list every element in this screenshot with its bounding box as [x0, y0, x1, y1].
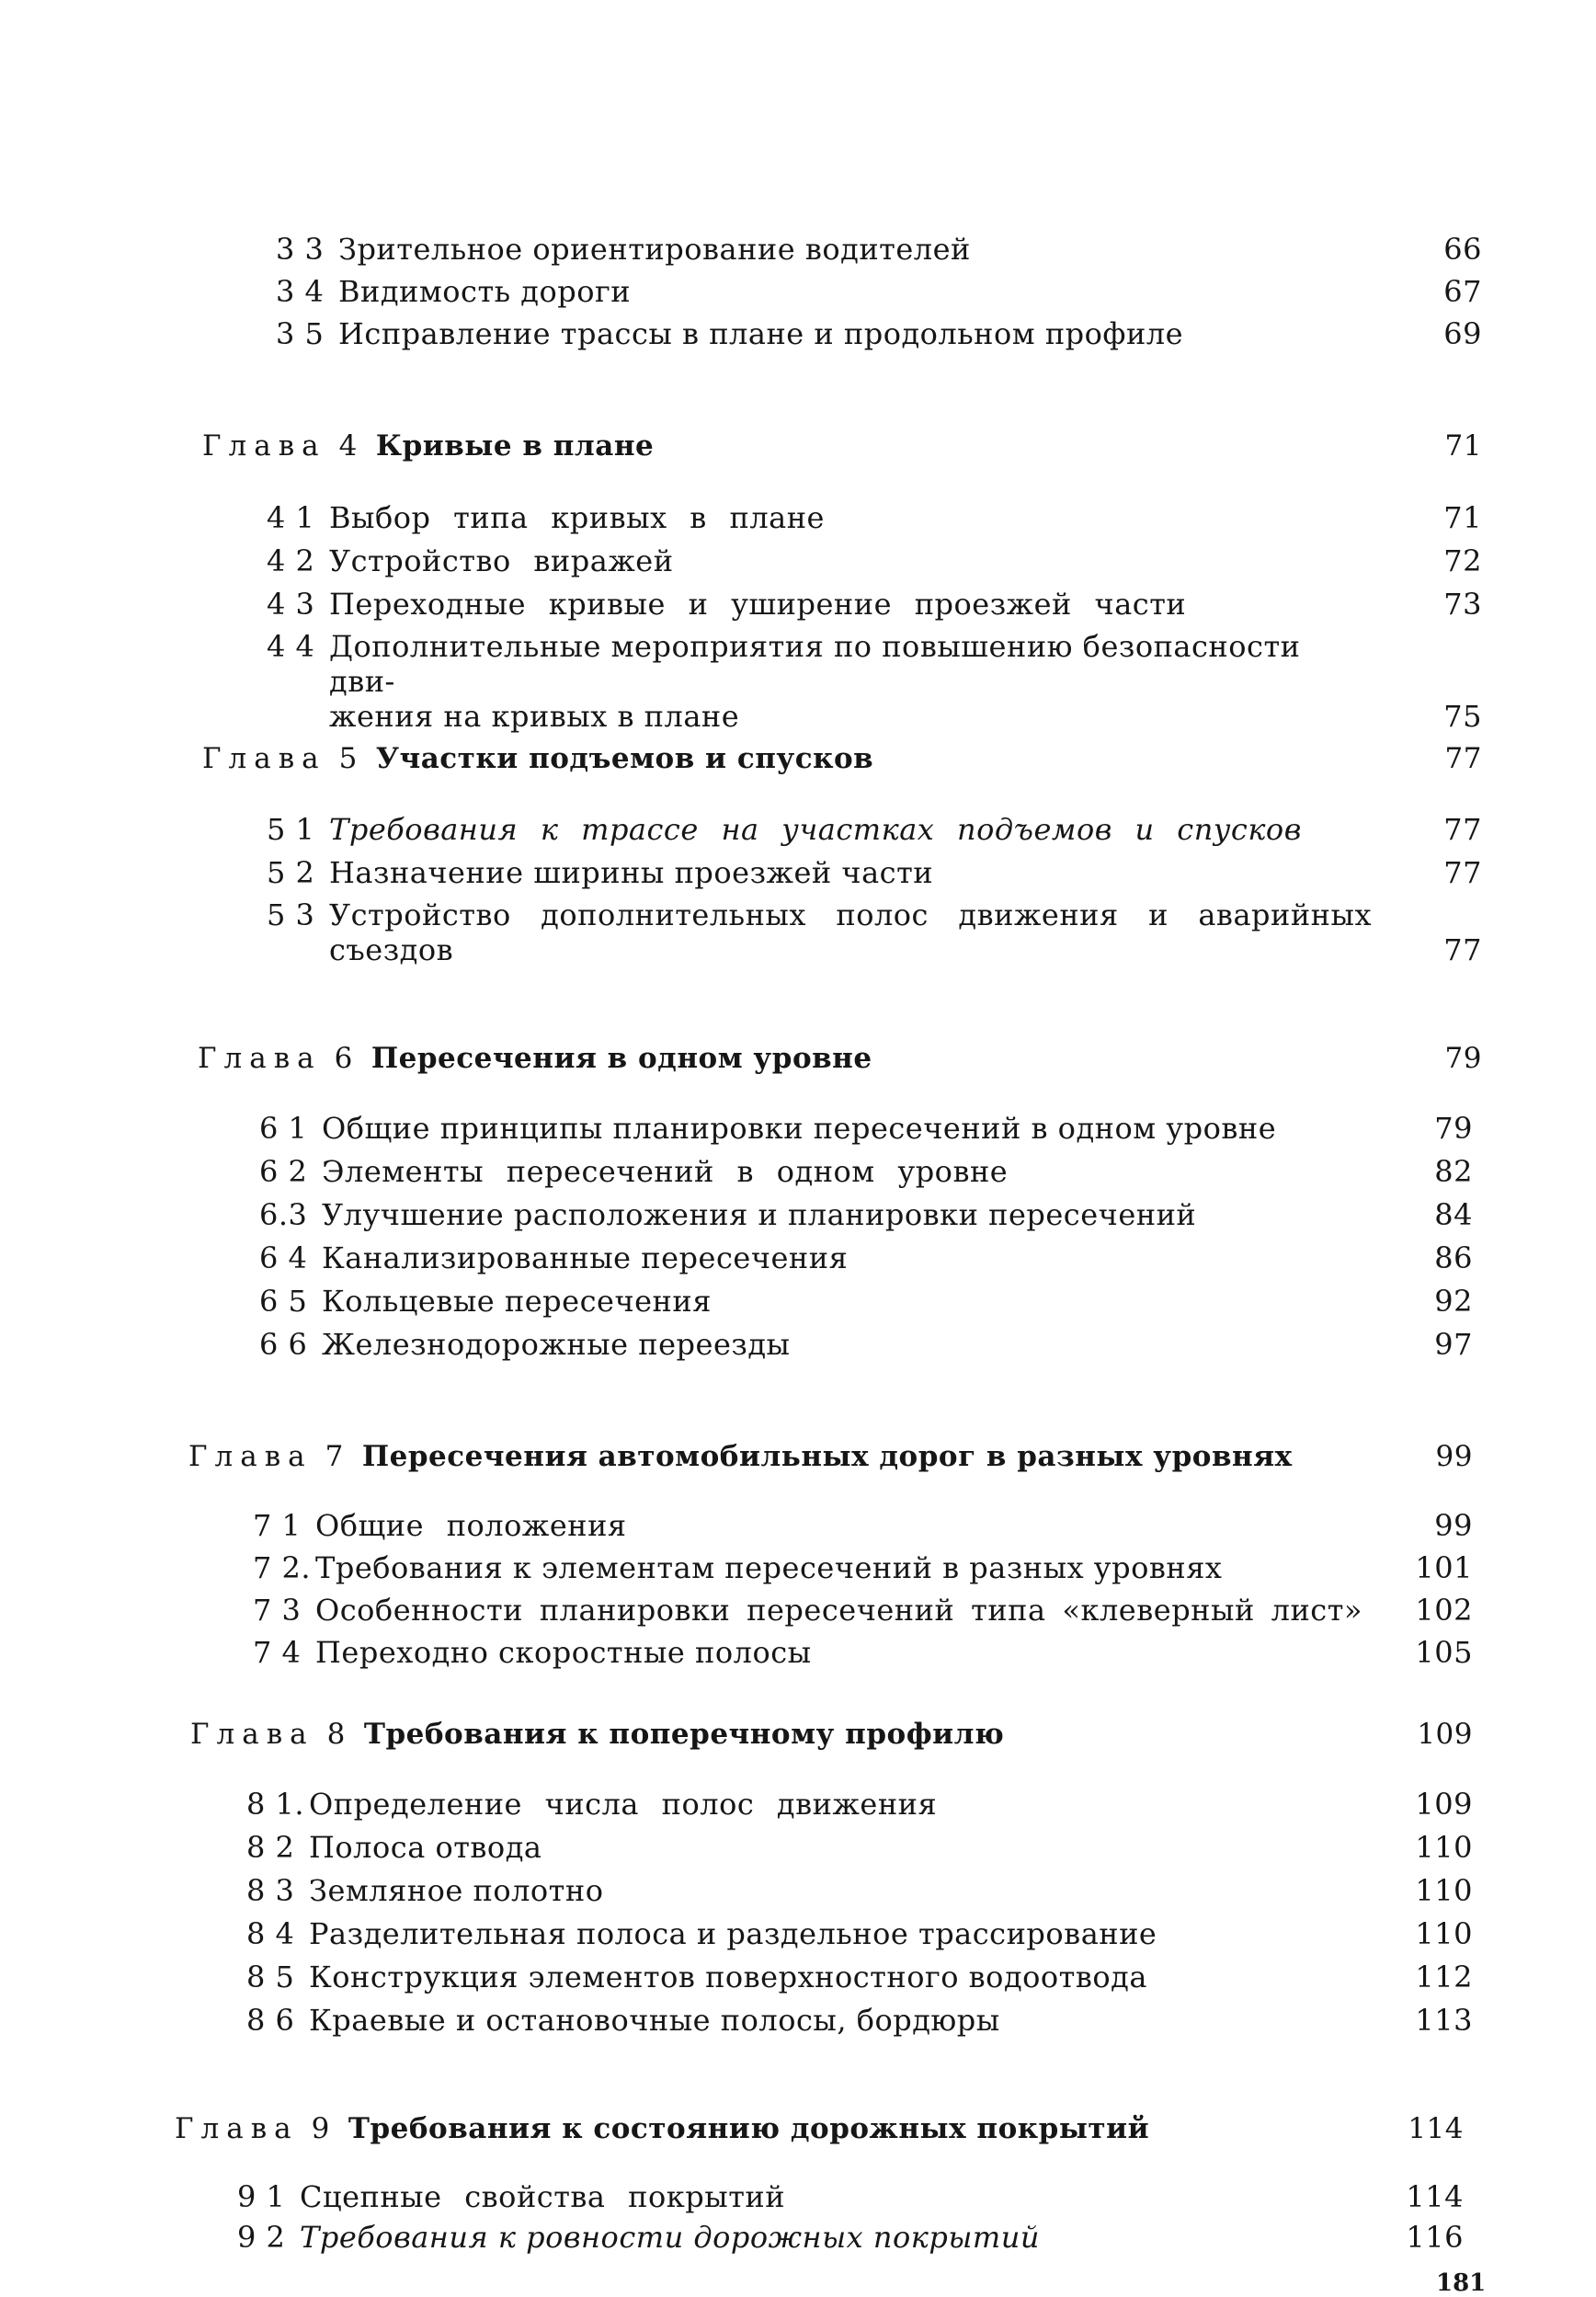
- chapter-page: 77: [1444, 742, 1482, 775]
- chapter-heading: [202, 741, 1482, 776]
- entry-title: Улучшение расположения и планировки пересечений: [322, 1197, 1197, 1232]
- toc-entry: [276, 232, 1482, 267]
- toc-entry: [259, 1284, 1473, 1319]
- entry-number: 5 3: [267, 897, 315, 932]
- entry-page: 97: [1434, 1327, 1473, 1362]
- chapter-number: 9: [311, 2112, 330, 2145]
- page-number: 181: [1436, 2269, 1487, 2297]
- entry-page: 114: [1406, 2179, 1464, 2214]
- toc-entry: [246, 1873, 1473, 1908]
- chapter-page: 71: [1444, 429, 1482, 463]
- entry-page: 110: [1415, 1873, 1473, 1908]
- entry-title: Устройство дополнительных полос движения и аварийных съездов: [329, 897, 1372, 967]
- toc-entry: [267, 855, 1482, 890]
- toc-entry: [253, 1635, 1473, 1670]
- toc-entry: [237, 2220, 1464, 2255]
- toc-entry: [259, 1154, 1473, 1189]
- entry-title: Устройство виражей: [329, 543, 674, 578]
- chapter-page: 114: [1408, 2112, 1464, 2145]
- entry-title: Выбор типа кривых в плане: [329, 500, 825, 535]
- chapter-title: [198, 1041, 1399, 1076]
- entry-title: Дополнительные мероприятия по повышению безопасности дви- жения на кривых в плане: [329, 629, 1301, 734]
- entry-page: 77: [1443, 812, 1482, 847]
- entry-page: 109: [1415, 1787, 1473, 1822]
- entry-page: 102: [1415, 1593, 1473, 1628]
- entry-number: 3 3: [276, 232, 325, 267]
- chapter-heading: [190, 1717, 1473, 1752]
- entry-number: 6.3: [259, 1197, 308, 1232]
- entry-number: 3 4: [276, 274, 325, 309]
- entry-page: 75: [1443, 699, 1482, 734]
- entry-title: Требования к ровности дорожных покрытий: [300, 2220, 1040, 2255]
- chapter-label: Глава: [198, 1042, 322, 1075]
- entry-number: 4 4: [267, 629, 315, 664]
- entry-number: 4 2: [267, 543, 315, 578]
- entry-title: Общие положения: [315, 1508, 627, 1543]
- entry-number: 6 6: [259, 1327, 308, 1362]
- entry-page: 84: [1434, 1197, 1473, 1232]
- toc-entry: [267, 587, 1482, 622]
- toc-entry: [259, 1111, 1473, 1146]
- toc-entry: [267, 629, 1482, 734]
- entry-number: 7 4: [253, 1635, 302, 1670]
- entry-title: Элементы пересечений в одном уровне: [322, 1154, 1009, 1189]
- entry-page: 77: [1443, 855, 1482, 890]
- entry-number: 7 2.: [253, 1550, 312, 1585]
- entry-number: 5 2: [267, 855, 315, 890]
- toc-entry: [259, 1197, 1473, 1232]
- chapter-name: Пересечения автомобильных дорог в разных уровнях: [361, 1440, 1293, 1473]
- chapter-title: [190, 1717, 1390, 1752]
- entry-number: 8 3: [246, 1873, 295, 1908]
- entry-number: 5 1: [267, 812, 315, 847]
- toc-entry: [246, 2003, 1473, 2038]
- entry-number: 6 4: [259, 1240, 308, 1275]
- chapter-label: Глава: [202, 742, 326, 775]
- entry-title: Полоса отвода: [309, 1830, 542, 1865]
- chapter-name: Кривые в плане: [375, 429, 655, 463]
- chapter-label: Глава: [202, 429, 326, 463]
- entry-number: 6 5: [259, 1284, 308, 1319]
- toc-entry: [246, 1787, 1473, 1822]
- entry-page: 77: [1443, 932, 1482, 967]
- toc-entry: [267, 543, 1482, 578]
- entry-page: 71: [1443, 500, 1482, 535]
- entry-number: 8 5: [246, 1960, 295, 1994]
- entry-title: Требования к элементам пересечений в разных уровнях: [315, 1550, 1223, 1585]
- entry-page: 73: [1443, 587, 1482, 622]
- chapter-label: Глава: [175, 2112, 299, 2145]
- entry-number: 6 2: [259, 1154, 308, 1189]
- entry-page: 66: [1443, 232, 1482, 267]
- entry-number: 3 5: [276, 316, 325, 351]
- entry-page: 67: [1443, 274, 1482, 309]
- entry-title: Назначение ширины проезжей части: [329, 855, 934, 890]
- entry-page: 105: [1415, 1635, 1473, 1670]
- toc-entry: [276, 316, 1482, 351]
- entry-page: 86: [1434, 1240, 1473, 1275]
- entry-page: 101: [1415, 1550, 1473, 1585]
- entry-title: Земляное полотно: [309, 1873, 604, 1908]
- entry-title: Краевые и остановочные полосы, бордюры: [309, 2003, 1000, 2038]
- chapter-page: 109: [1417, 1718, 1473, 1751]
- chapter-heading: [202, 429, 1482, 463]
- chapter-name: Пересечения в одном уровне: [370, 1042, 872, 1075]
- entry-page: 69: [1443, 316, 1482, 351]
- entry-title: Исправление трассы в плане и продольном профиле: [338, 316, 1184, 351]
- chapter-label: Глава: [188, 1440, 313, 1473]
- entry-title: Переходно скоростные полосы: [315, 1635, 812, 1670]
- chapter-page: 99: [1435, 1440, 1473, 1473]
- entry-number: 7 1: [253, 1508, 302, 1543]
- chapter-name: Участки подъемов и спусков: [375, 742, 874, 775]
- entry-page: 113: [1415, 2003, 1473, 2038]
- chapter-heading: [188, 1439, 1473, 1474]
- entry-number: 6 1: [259, 1111, 308, 1146]
- toc-entry: [246, 1830, 1473, 1865]
- toc-entry: [267, 500, 1482, 535]
- entry-page: 110: [1415, 1830, 1473, 1865]
- chapter-title: [188, 1439, 1390, 1474]
- entry-number: 9 2: [237, 2220, 286, 2255]
- entry-page: 72: [1443, 543, 1482, 578]
- entry-page: 110: [1415, 1916, 1473, 1951]
- toc-entry: [259, 1327, 1473, 1362]
- entry-number: 8 2: [246, 1830, 295, 1865]
- toc-entry: [276, 274, 1482, 309]
- entry-page: 82: [1434, 1154, 1473, 1189]
- toc-entry: [253, 1550, 1473, 1585]
- entry-title: Канализированные пересечения: [322, 1240, 849, 1275]
- entry-title: Сцепные свойства покрытий: [300, 2179, 786, 2214]
- chapter-page: 79: [1444, 1042, 1482, 1075]
- chapter-heading: [198, 1041, 1482, 1076]
- entry-number: 8 4: [246, 1916, 295, 1951]
- chapter-name: Требования к состоянию дорожных покрытий: [348, 2112, 1150, 2145]
- entry-number: 8 6: [246, 2003, 295, 2038]
- entry-page: 99: [1434, 1508, 1473, 1543]
- entry-title: Требования к трассе на участках подъемов и спусков: [329, 812, 1302, 847]
- toc-entry: [267, 897, 1482, 967]
- chapter-number: 5: [338, 742, 358, 775]
- entry-number: 4 1: [267, 500, 315, 535]
- entry-number: 9 1: [237, 2179, 286, 2214]
- toc-entry: [253, 1508, 1473, 1543]
- entry-title: Кольцевые пересечения: [322, 1284, 712, 1319]
- chapter-number: 7: [325, 1440, 344, 1473]
- chapter-title: [202, 741, 1399, 776]
- toc-entry: [246, 1916, 1473, 1951]
- entry-title: Конструкция элементов поверхностного водоотвода: [309, 1960, 1147, 1994]
- entry-title: Видимость дороги: [338, 274, 632, 309]
- entry-page: 116: [1406, 2220, 1464, 2255]
- entry-title: Разделительная полоса и раздельное трассирование: [309, 1916, 1157, 1951]
- entry-title: Переходные кривые и уширение проезжей части: [329, 587, 1187, 622]
- toc-entry: [237, 2179, 1464, 2214]
- chapter-title: [202, 429, 1399, 463]
- entry-title: Особенности планировки пересечений типа «клеверный лист»: [315, 1593, 1362, 1628]
- chapter-heading: [175, 2111, 1464, 2146]
- entry-title: Зрительное ориентирование водителей: [338, 232, 971, 267]
- toc-entry: [246, 1960, 1473, 1994]
- chapter-number: 8: [326, 1718, 346, 1751]
- chapter-number: 4: [338, 429, 358, 463]
- toc-entry: [253, 1593, 1473, 1628]
- entry-title: Определение числа полос движения: [309, 1787, 938, 1822]
- entry-title: Железнодорожные переезды: [322, 1327, 791, 1362]
- entry-page: 79: [1434, 1111, 1473, 1146]
- chapter-title: [175, 2111, 1381, 2146]
- chapter-name: Требования к поперечному профилю: [363, 1718, 1005, 1751]
- entry-number: 4 3: [267, 587, 315, 622]
- entry-title: Общие принципы планировки пересечений в одном уровне: [322, 1111, 1277, 1146]
- chapter-label: Глава: [190, 1718, 314, 1751]
- toc-entry: [267, 812, 1482, 847]
- chapter-number: 6: [334, 1042, 353, 1075]
- toc-entry: [259, 1240, 1473, 1275]
- entry-number: 7 3: [253, 1593, 302, 1628]
- entry-page: 92: [1434, 1284, 1473, 1319]
- entry-number: 8 1.: [246, 1787, 305, 1822]
- entry-page: 112: [1415, 1960, 1473, 1994]
